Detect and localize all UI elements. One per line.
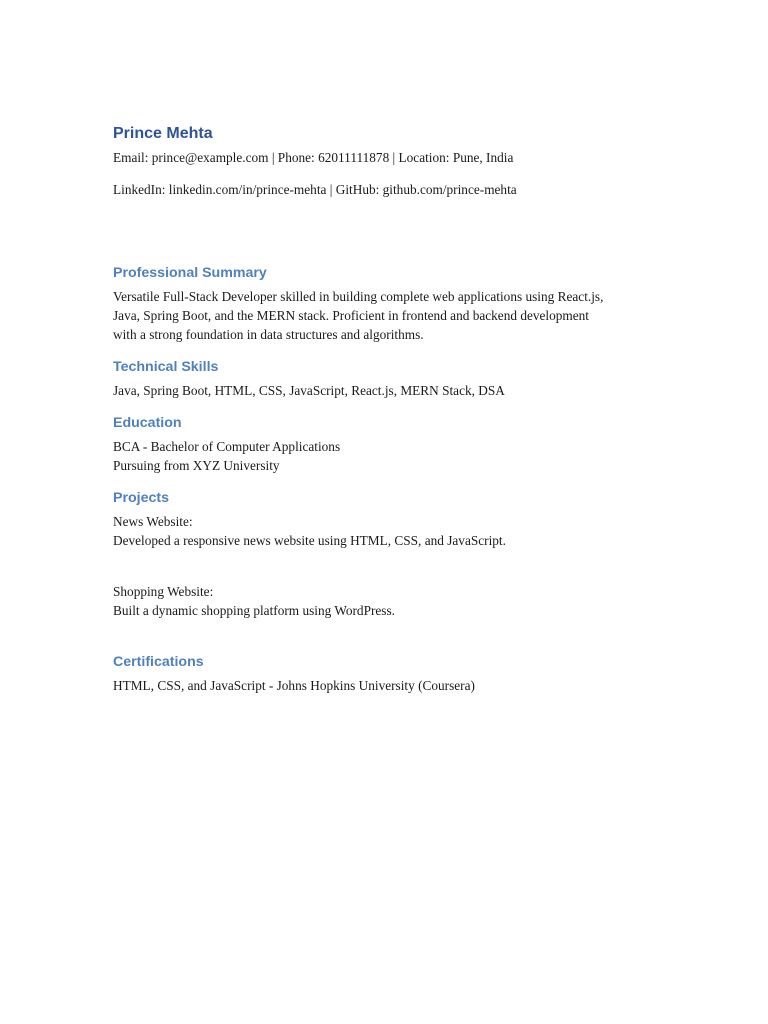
education-heading: Education xyxy=(113,415,182,431)
project-2-description: Built a dynamic shopping platform using WordPress. xyxy=(113,603,395,618)
summary-line-1: Versatile Full-Stack Developer skilled in building complete web applications using React.js, xyxy=(113,289,604,304)
certifications-text: HTML, CSS, and JavaScript - Johns Hopkins University (Coursera) xyxy=(113,678,475,693)
links-line: LinkedIn: linkedin.com/in/prince-mehta | GitHub: github.com/prince-mehta xyxy=(113,182,517,197)
project-1-name: News Website: xyxy=(113,514,193,529)
summary-line-2: Java, Spring Boot, and the MERN stack. Proficient in frontend and backend development xyxy=(113,308,589,323)
projects-heading: Projects xyxy=(113,490,169,506)
project-1-description: Developed a responsive news website using HTML, CSS, and JavaScript. xyxy=(113,533,506,548)
candidate-name: Prince Mehta xyxy=(113,125,213,142)
summary-heading: Professional Summary xyxy=(113,265,267,281)
summary-line-3: with a strong foundation in data structures and algorithms. xyxy=(113,327,424,342)
project-2-name: Shopping Website: xyxy=(113,584,214,599)
skills-heading: Technical Skills xyxy=(113,359,219,375)
education-institution: Pursuing from XYZ University xyxy=(113,458,280,473)
skills-text: Java, Spring Boot, HTML, CSS, JavaScript, React.js, MERN Stack, DSA xyxy=(113,383,505,398)
education-degree: BCA - Bachelor of Computer Applications xyxy=(113,439,341,454)
certifications-heading: Certifications xyxy=(113,654,204,670)
contact-line: Email: prince@example.com | Phone: 62011111878 | Location: Pune, India xyxy=(113,150,514,165)
